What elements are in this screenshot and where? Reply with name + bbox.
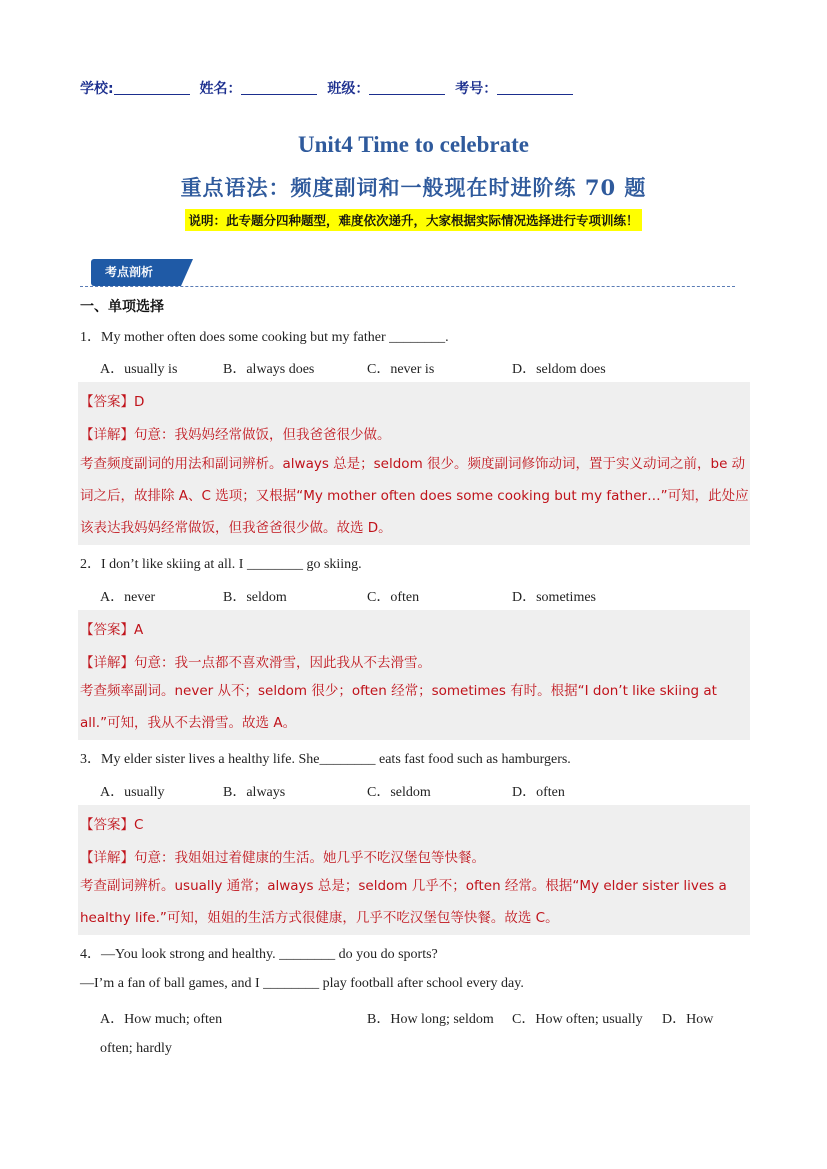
detail-line: 【详解】句意：我姐姐过着健康的生活。她几乎不吃汉堡包等快餐。 xyxy=(80,850,485,866)
option-d[interactable]: D．How xyxy=(662,1012,714,1027)
option-c[interactable]: C．never is xyxy=(367,362,435,377)
section-divider xyxy=(80,286,735,287)
class-label: 班级： xyxy=(327,81,370,97)
option-b[interactable]: B．How long; seldom xyxy=(367,1012,494,1027)
answer-line: 【答案】A xyxy=(80,622,144,638)
option-b[interactable]: B．always does xyxy=(223,362,315,377)
option-c[interactable]: C．How often; usually xyxy=(512,1012,643,1027)
student-info-line xyxy=(80,78,578,98)
instruction-note: 说明：此专题分四种题型，难度依次递升，大家根据实际情况选择进行专项训练！ xyxy=(185,209,641,231)
document-subtitle: 重点语法：频度副词和一般现在时进阶练 70 题 xyxy=(180,175,647,200)
option-d[interactable]: D．often xyxy=(512,785,565,800)
answer-line: 【答案】D xyxy=(80,394,145,410)
option-b[interactable]: B．always xyxy=(223,785,286,800)
school-label: 学校: xyxy=(80,81,114,97)
exam-no-label: 考号： xyxy=(455,81,498,97)
option-a[interactable]: A．usually is xyxy=(100,362,178,377)
name-label: 姓名： xyxy=(199,81,242,97)
section-heading: 一、单项选择 xyxy=(80,299,164,315)
question-stem: 3．My elder sister lives a healthy life. She________ eats fast food such as hamburgers. xyxy=(80,752,571,767)
option-c[interactable]: C．often xyxy=(367,590,420,605)
name-blank[interactable] xyxy=(241,81,317,95)
detail-line: 【详解】句意：我妈妈经常做饭，但我爸爸很少做。 xyxy=(80,427,391,443)
answer-line: 【答案】C xyxy=(80,817,144,833)
option-b[interactable]: B．seldom xyxy=(223,590,287,605)
document-title: Unit4 Time to celebrate xyxy=(297,132,529,157)
analysis-text: 考查副词辨析。usually 通常；always 总是；seldom 几乎不；often 经常。根据“My elder sister lives a healthy life.”可知，姐姐的生活方式很健康，几乎不吃汉堡包等快餐。故选 C。 xyxy=(80,878,727,926)
option-c[interactable]: C．seldom xyxy=(367,785,431,800)
option-d[interactable]: D．seldom does xyxy=(512,362,606,377)
option-a[interactable]: A．How much; often xyxy=(100,1012,223,1027)
exam-no-blank[interactable] xyxy=(497,81,573,95)
question-stem: 2．I don’t like skiing at all. I ________ go skiing. xyxy=(80,557,362,572)
detail-line: 【详解】句意：我一点都不喜欢滑雪，因此我从不去滑雪。 xyxy=(80,655,431,671)
question-stem: 4．—You look strong and healthy. ________ do you do sports? xyxy=(80,947,438,962)
question-stem: 1．My mother often does some cooking but my father ________. xyxy=(80,330,449,345)
option-d-continued: often; hardly xyxy=(100,1041,172,1056)
analysis-text: 考查频度副词的用法和副词辨析。always 总是；seldom 很少。频度副词修饰动词，置于实义动词之前，be 动词之后，故排除 A、C 选项；又根据“My mother often does some cooking but my father…”可知，此处应该表达我妈妈经常做饭，但我爸爸很少做。故选 D。 xyxy=(80,456,749,536)
analysis-text: 考查频率副词。never 从不；seldom 很少；often 经常；sometimes 有时。根据“I don’t like skiing at all.”可知，我从不去滑雪。故选 A。 xyxy=(80,683,717,731)
class-blank[interactable] xyxy=(369,81,445,95)
section-tab: 考点剖析 xyxy=(91,259,181,286)
option-d[interactable]: D．sometimes xyxy=(512,590,596,605)
question-stem-reply: —I’m a fan of ball games, and I ________ play football after school every day. xyxy=(80,976,524,991)
school-blank[interactable] xyxy=(114,81,190,95)
option-a[interactable]: A．usually xyxy=(100,785,165,800)
option-a[interactable]: A．never xyxy=(100,590,156,605)
